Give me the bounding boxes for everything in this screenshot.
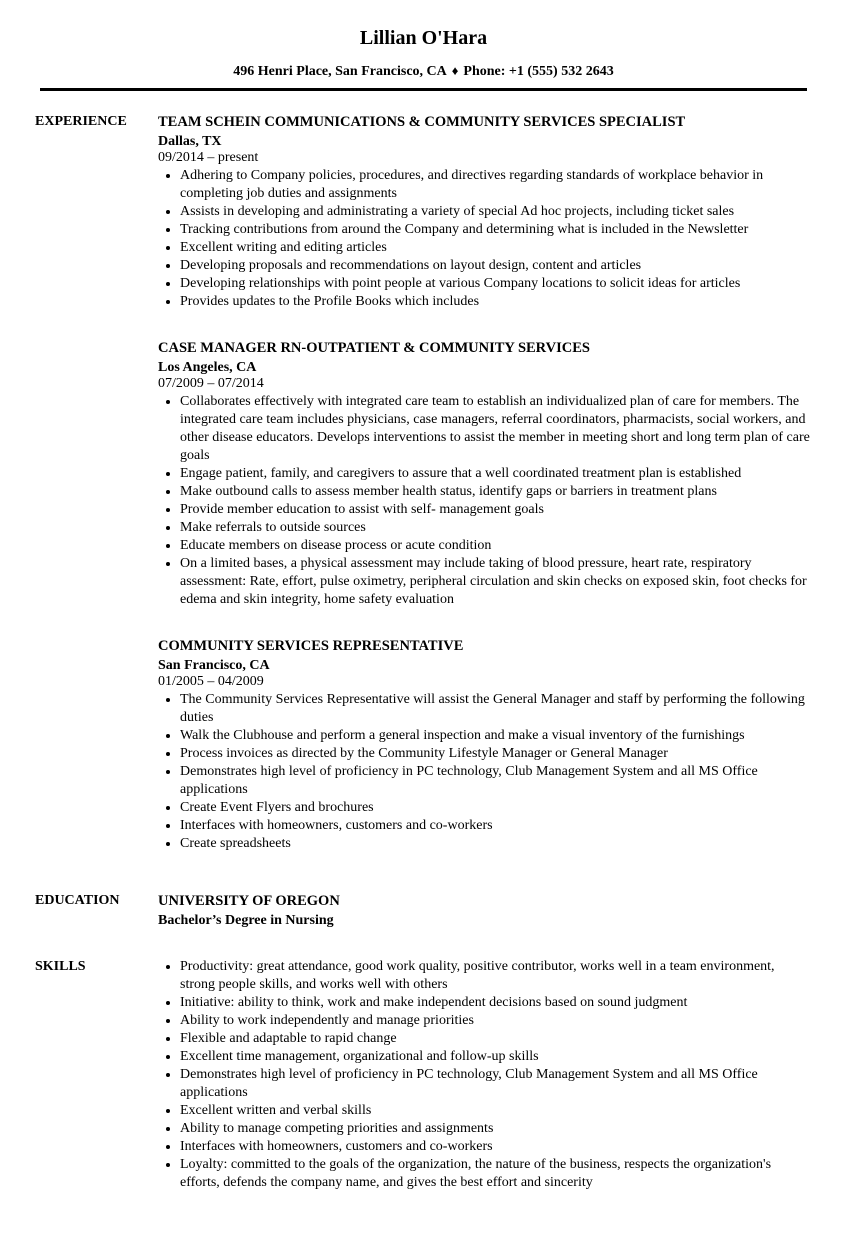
skill-bullet: • Ability to work independently and manage priorities (180, 1012, 812, 1030)
experience-section (35, 112, 812, 853)
job-title: CASE MANAGER RN-OUTPATIENT & COMMUNITY SERVICES (158, 340, 590, 356)
contact-address: 496 Henri Place, San Francisco, CA (233, 64, 447, 79)
job-bullet: • Tracking contributions from around the Company and determining what is included in the Newsletter (180, 221, 812, 239)
skill-bullet: • Loyalty: committed to the goals of the organization, the nature of the business, respects the organization's efforts, defends the company name, and gives the best effort and sincerity (180, 1156, 812, 1192)
job-bullet: • Create spreadsheets (180, 835, 812, 853)
skill-bullet: • Demonstrates high level of proficiency in PC technology, Club Management System and all MS Office applications (180, 1066, 812, 1102)
contact-line (35, 62, 812, 81)
job-bullet: • Collaborates effectively with integrated care team to establish an individualized plan of care for members. The integrated care team includes physicians, case managers, referral coordinators, pharmacists, social workers, and other disease educators. Develops interventions to assist the member in meeting short and long term plan of care goals (180, 393, 812, 465)
header-divider (40, 88, 807, 91)
job-entry-3 (158, 636, 812, 853)
job-location: Los Angeles, CA (158, 360, 257, 375)
job-location: Dallas, TX (158, 134, 222, 149)
job-bullet: • On a limited bases, a physical assessment may include taking of blood pressure, heart rate, respiratory assessment: Rate, effort, pulse oximetry, peripheral circulation and skin checks on exposed skin, foot checks for edema and skin integrity, home safety evaluation (180, 555, 812, 609)
skill-bullet: • Interfaces with homeowners, customers and co-workers (180, 1138, 812, 1156)
job-bullet: • Create Event Flyers and brochures (180, 799, 812, 817)
job-bullet-list (158, 691, 812, 853)
job-bullet: • Engage patient, family, and caregivers to assure that a well coordinated treatment plan is established (180, 465, 812, 483)
skill-bullet: • Flexible and adaptable to rapid change (180, 1030, 812, 1048)
contact-phone: Phone: +1 (555) 532 2643 (463, 64, 614, 79)
job-dates: 07/2009 – 07/2014 (158, 376, 264, 391)
job-bullet: • Make outbound calls to assess member health status, identify gaps or barriers in treatment plans (180, 483, 812, 501)
job-bullet: • Assists in developing and administrating a variety of special Ad hoc projects, including ticket sales (180, 203, 812, 221)
job-title: TEAM SCHEIN COMMUNICATIONS & COMMUNITY SERVICES SPECIALIST (158, 114, 686, 130)
job-bullet: • Demonstrates high level of proficiency in PC technology, Club Management System and all MS Office applications (180, 763, 812, 799)
job-entry-1 (158, 112, 812, 311)
job-bullet: • Adhering to Company policies, procedures, and directives regarding standards of workplace behavior in completing job duties and assignments (180, 167, 812, 203)
skills-section-content (158, 957, 812, 1192)
skill-bullet: • Excellent time management, organizational and follow-up skills (180, 1048, 812, 1066)
job-bullet: • Process invoices as directed by the Community Lifestyle Manager or General Manager (180, 745, 812, 763)
skills-bullet-list (158, 958, 812, 1192)
job-location: San Francisco, CA (158, 658, 270, 673)
job-bullet-list (158, 167, 812, 311)
job-bullet: • The Community Services Representative will assist the General Manager and staff by performing the following duties (180, 691, 812, 727)
candidate-name: Lillian O'Hara (359, 27, 488, 49)
skill-bullet: • Initiative: ability to think, work and make independent decisions based on sound judgment (180, 994, 812, 1012)
skill-bullet: • Productivity: great attendance, good work quality, positive contributor, works well in a team environment, strong people skills, and works well with others (180, 958, 812, 994)
job-dates: 09/2014 – present (158, 150, 259, 165)
education-section (35, 891, 812, 931)
skills-section (35, 957, 812, 1192)
job-bullet: • Interfaces with homeowners, customers and co-workers (180, 817, 812, 835)
job-bullet: • Excellent writing and editing articles (180, 239, 812, 257)
degree: Bachelor’s Degree in Nursing (158, 913, 334, 928)
skill-bullet: • Excellent written and verbal skills (180, 1102, 812, 1120)
education-section-label: EDUCATION (35, 893, 120, 908)
experience-section-label: EXPERIENCE (35, 114, 127, 129)
job-bullet: • Provide member education to assist with self- management goals (180, 501, 812, 519)
skills-section-label: SKILLS (35, 959, 86, 974)
diamond-separator-icon: ♦ (451, 63, 459, 78)
job-bullet: • Make referrals to outside sources (180, 519, 812, 537)
experience-section-content (158, 112, 812, 853)
job-bullet: • Educate members on disease process or acute condition (180, 537, 812, 555)
job-bullet: • Provides updates to the Profile Books which includes (180, 293, 812, 311)
job-bullet: • Developing relationships with point people at various Company locations to solicit ideas for articles (180, 275, 812, 293)
resume-header (35, 26, 812, 91)
job-bullet-list (158, 393, 812, 609)
education-section-content (158, 891, 812, 931)
school-name: UNIVERSITY OF OREGON (158, 893, 340, 909)
job-entry-2 (158, 338, 812, 609)
skill-bullet: • Ability to manage competing priorities and assignments (180, 1120, 812, 1138)
job-bullet: • Developing proposals and recommendations on layout design, content and articles (180, 257, 812, 275)
job-bullet: • Walk the Clubhouse and perform a general inspection and make a visual inventory of the furnishings (180, 727, 812, 745)
job-dates: 01/2005 – 04/2009 (158, 674, 264, 689)
job-title: COMMUNITY SERVICES REPRESENTATIVE (158, 638, 464, 654)
